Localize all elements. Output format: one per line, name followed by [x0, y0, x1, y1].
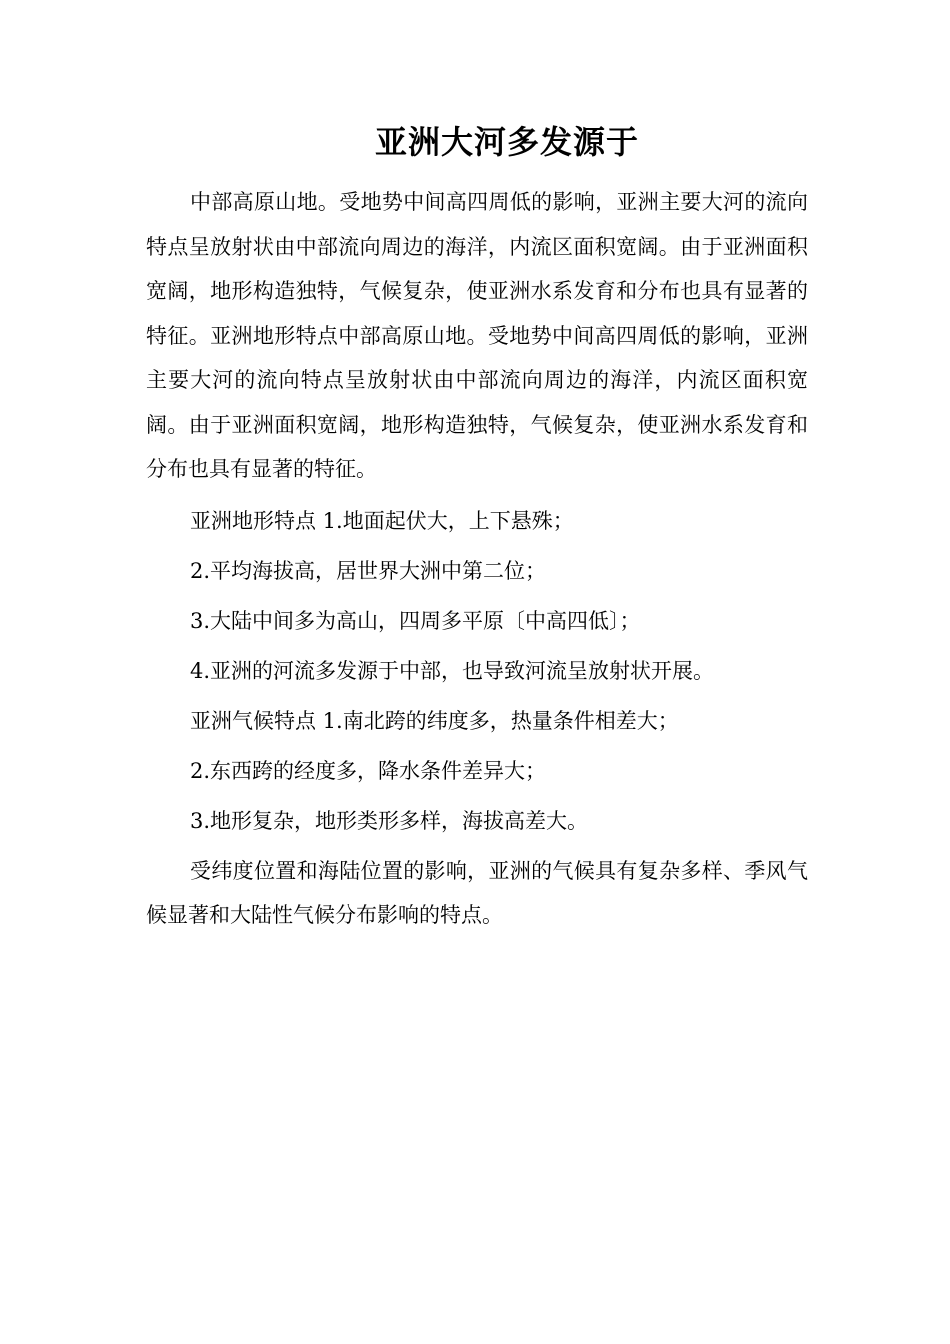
paragraph-terrain-2: 2.平均海拔高，居世界大洲中第二位； — [190, 558, 547, 583]
paragraph-intro: 中部高原山地。受地势中间高四周低的影响，亚洲主要大河的流向特点呈放射状由中部流向周边的海洋，内流区面积宽阔。由于亚洲面积宽阔，地形构造独特，气候复杂，使亚洲水系发育和分布也具有显著的特征。亚洲地形特点中部高原山地。受地势中间高四周低的影响，亚洲主要大河的流向特点呈放射状由中部流向周边的海洋，内流区面积宽阔。由于亚洲面积宽阔，地形构造独特，气候复杂，使亚洲水系发育和分布也具有显著的特征。 — [146, 190, 808, 481]
paragraph-climate-3: 3.地形复杂，地形类形多样，海拔高差大。 — [190, 808, 589, 833]
paragraph-conclusion: 受纬度位置和海陆位置的影响，亚洲的气候具有复杂多样、季风气候显著和大陆性气候分布影响的特点。 — [146, 858, 808, 927]
document-body — [146, 180, 808, 945]
paragraph-terrain-1: 亚洲地形特点 1.地面起伏大，上下悬殊； — [190, 508, 574, 533]
paragraph-terrain-3: 3.大陆中间多为高山，四周多平原〔中高四低〕； — [190, 608, 641, 633]
paragraph-climate-2: 2.东西跨的经度多，降水条件差异大； — [190, 758, 547, 783]
document-title: 亚洲大河多发源于 — [374, 123, 639, 161]
paragraph-climate-1: 亚洲气候特点 1.南北跨的纬度多，热量条件相差大； — [190, 708, 679, 733]
paragraph-terrain-4: 4.亚洲的河流多发源于中部，也导致河流呈放射状开展。 — [190, 658, 715, 683]
